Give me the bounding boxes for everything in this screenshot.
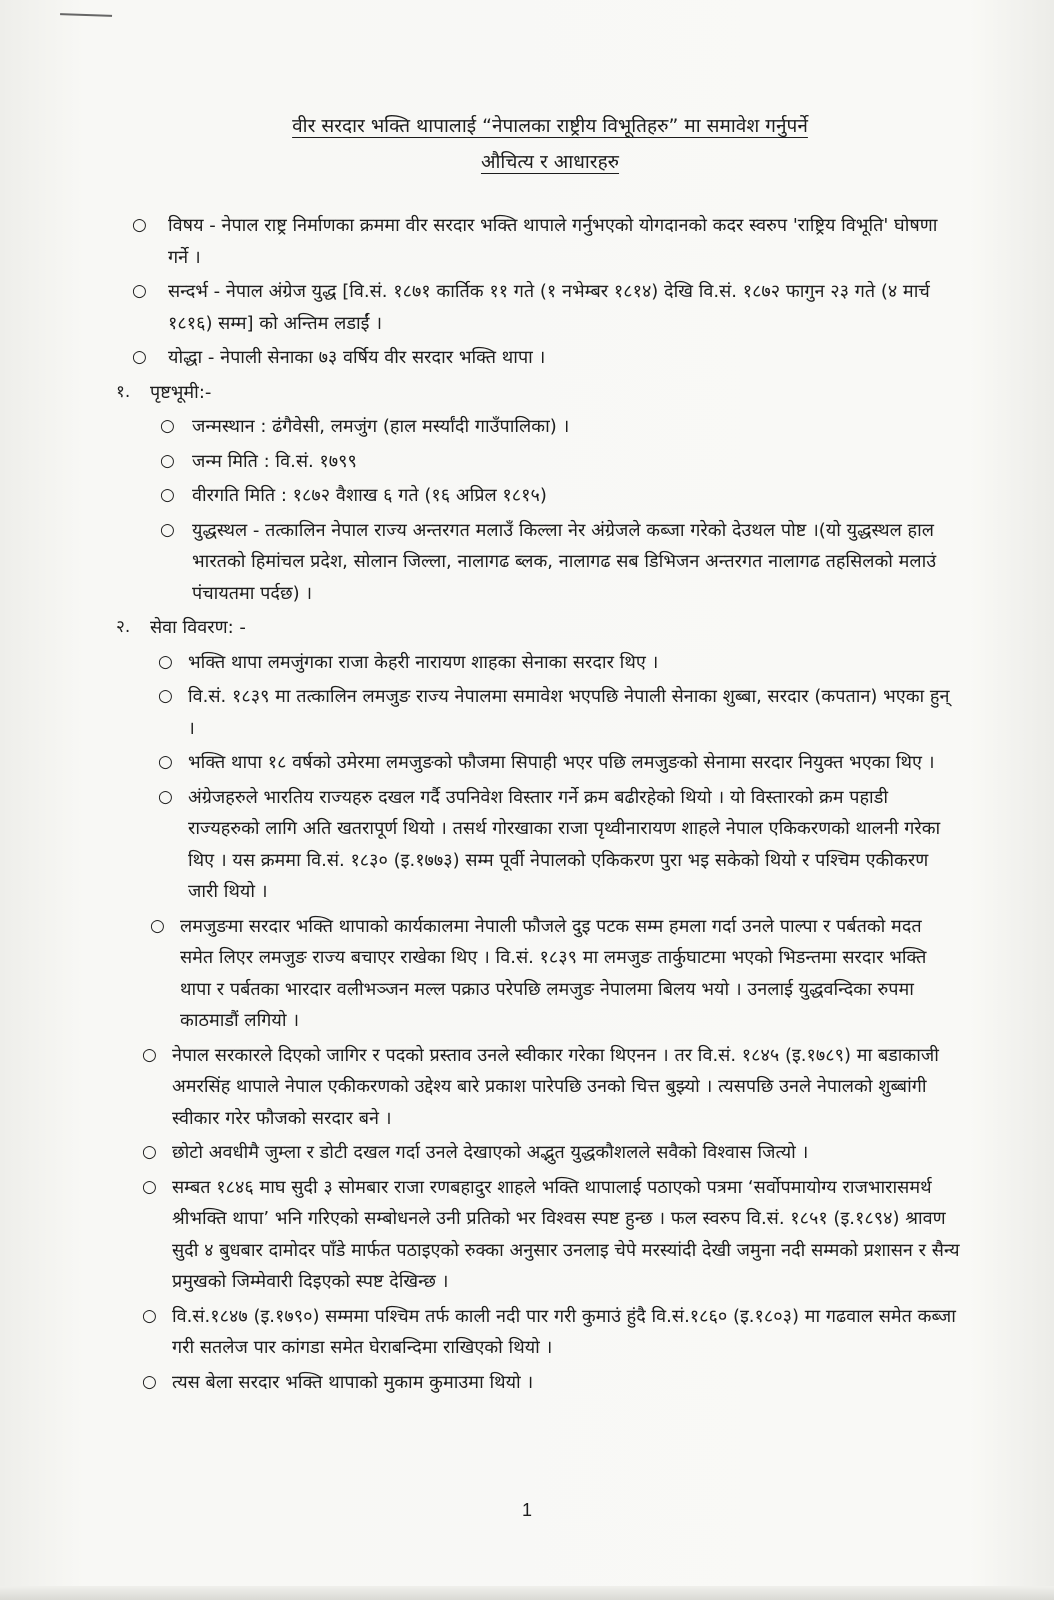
section-title: सेवा विवरण: - (150, 617, 246, 638)
pen-mark (60, 13, 112, 20)
bullet-circle-icon: ○ (160, 416, 175, 436)
bullet-circle-icon: ○ (158, 786, 173, 807)
list-item-text: सम्बत १८४६ माघ सुदी ३ सोमबार राजा रणबहादुर शाहले भक्ति थापालाई पठाएको पत्रमा ‘सर्वोपमायोग्य राजभारासमर्थ श्रीभक्ति थापा’ भनि गरिएको सम्बोधनले उनी प्रतिको भर विश्वस स्पष्ट हुन्छ । फल स्वरुप वि.सं. १८५१ (इ.१८९४) श्रावण सुदी ४ बुधबार दामोदर पाँडे मार्फत पठाइएको रुक्का अनुसार उनलाइ चेपे मरस्यांदी देखी जमुना नदी सम्मको प्रशासन र सैन्य प्रमुखको जिम्मेवारी दिइएको स्पष्ट देखिन्छ । (172, 1176, 960, 1292)
bullet-circle-icon: ○ (142, 1142, 157, 1162)
list-item-text: वि.सं.१८४७ (इ.१७९०) सम्ममा पश्चिम तर्फ काली नदी पार गरी कुमाउं हुंदै वि.सं.१८६० (इ.१८०३) मा गढवाल समेत कब्जा गरी सतलेज पार कांगडा समेत घेराबन्दिमा राखिएको थियो । (172, 1305, 956, 1358)
bullet-circle-icon: ○ (150, 915, 165, 936)
bullet-circle-icon: ○ (160, 450, 175, 471)
list-item-text: नेपाल सरकारले दिएको जागिर र पदको प्रस्ताव उनले स्वीकार गरेका थिएनन । तर वि.सं. १८४५ (इ.१७८९) मा बडाकाजी अमरसिंह थापाले नेपाल एकीकरणको उद्देश्य बारे प्रकाश पारेपछि उनको चित्त बुझ्यो । त्यसपछि उनले नेपालको शुब्बांगी स्वीकार गरेर फौजको सरदार बने । (172, 1044, 939, 1129)
list-item-text: जन्मस्थान : ढंगैवेसी, लमजुंग (हाल मर्स्यांदी गाउँपालिका) । (192, 416, 570, 437)
intro-subject: विषय - नेपाल राष्ट्र निर्माणका क्रममा वीर सरदार भक्ति थापाले गर्नुभएको योगदानको कदर स्वरुप 'राष्ट्रिय विभूति' घोषणा गर्ने । (168, 215, 938, 268)
section-number: १. (116, 381, 131, 402)
bullet-circle-icon: ○ (158, 686, 173, 706)
list-item (110, 782, 960, 908)
list-item (110, 210, 960, 273)
bullet-circle-icon: ○ (142, 1176, 157, 1197)
list-item-text: छोटो अवधीमै जुम्ला र डोटी दखल गर्दा उनले देखाएको अद्भुत युद्धकौशलले सवैको विश्वास जित्यो । (172, 1142, 809, 1163)
list-item-text: त्यस बेला सरदार भक्ति थापाको मुकाम कुमाउमा थियो । (172, 1371, 534, 1393)
list-item (110, 276, 960, 339)
section-number: २. (116, 617, 131, 637)
list-item-text: जन्म मिति : वि.सं. १७९९ (192, 450, 357, 472)
document-title (140, 108, 960, 180)
list-item (110, 1367, 960, 1399)
list-item (110, 681, 960, 744)
page-number: 1 (521, 1500, 532, 1520)
bullet-circle-icon: ○ (132, 347, 147, 367)
list-item (110, 1301, 960, 1364)
list-item-text: लमजुङमा सरदार भक्ति थापाको कार्यकालमा नेपाली फौजले दुइ पटक सम्म हमला गर्दा उनले पाल्पा र पर्बतको मदत समेत लिएर लमजुङ राज्य बचाएर राखेका थिए । वि.सं. १८३९ मा लमजुङ तार्कुघाटमा भएको भिडन्तमा सरदार भक्ति थापा र पर्बतका भारदार वलीभञ्जन मल्ल पक्राउ परेपछि लमजुङ नेपालमा बिलय भयो । उनलाई युद्धवन्दिका रुपमा काठमाडौं लगियो । (180, 915, 927, 1031)
bullet-circle-icon: ○ (160, 485, 175, 505)
list-item-text: भक्ति थापा लमजुंगका राजा केहरी नारायण शाहका सेनाका सरदार थिए । (188, 651, 659, 673)
list-item-text: वीरगति मिति : १८७२ वैशाख ६ गते (१६ अप्रिल १८१५) (192, 485, 547, 506)
list-item (110, 1137, 960, 1169)
bullet-circle-icon: ○ (132, 281, 147, 301)
bullet-circle-icon: ○ (132, 215, 147, 235)
list-item-text: अंग्रेजहरुले भारतिय राज्यहरु दखल गर्दै उपनिवेश विस्तार गर्ने क्रम बढीरहेको थियो । यो विस्तारको क्रम पहाडी राज्यहरुको लागि अति खतरापूर्ण थियो । तसर्थ गोरखाका राजा पृथ्वीनारायण शाहले नेपाल एकिकरणको थालनी गरेका थिए । यस क्रममा वि.सं. १८३० (इ.१७७३) सम्म पूर्वी नेपालको एकिकरण पुरा भइ सकेको थियो र पश्चिम एकीकरण जारी थियो । (188, 786, 941, 902)
list-item (110, 515, 960, 610)
list-item (110, 1172, 960, 1298)
section-title: पृष्टभूमी:- (150, 381, 212, 403)
title-line-1: वीर सरदार भक्ति थापालाई “नेपालका राष्ट्रीय विभूतिहरु” मा समावेश गर्नुपर्ने (292, 115, 808, 137)
list-item-text: वि.सं. १८३९ मा तत्कालिन लमजुङ राज्य नेपालमा समावेश भएपछि नेपाली सेनाका शुब्बा, सरदार (कपतान) भएका हुन् । (188, 686, 950, 739)
list-item (110, 446, 960, 478)
list-item (110, 647, 960, 679)
list-item-text: युद्धस्थल - तत्कालिन नेपाल राज्य अन्तरगत मलाउँ किल्ला नेर अंग्रेजले कब्जा गरेको देउथल पोष्ट ।(यो युद्धस्थल हाल भारतको हिमांचल प्रदेश, सोलान जिल्ला, नालागढ ब्लक, नालागढ सब डिभिजन अन्तरगत नालागढ तहसिलको मलाउं पंचायतमा पर्दछ) । (192, 519, 937, 604)
document-body (110, 210, 960, 1401)
bullet-circle-icon: ○ (158, 752, 173, 772)
bullet-circle-icon: ○ (142, 1305, 157, 1326)
list-item (110, 480, 960, 512)
section-heading (110, 377, 960, 409)
page-bottom-edge (0, 1586, 1054, 1600)
list-item (110, 1040, 960, 1135)
intro-context: सन्दर्भ - नेपाल अंग्रेज युद्ध [वि.सं. १८७१ कार्तिक ११ गते (१ नभेम्बर १८१४) देखि वि.सं. १८७२ फागुन २३ गते (४ मार्च १८१६) सम्म] को अन्तिम लडाईं । (168, 281, 930, 334)
list-item (110, 342, 960, 374)
list-item (110, 411, 960, 443)
section-heading (110, 612, 960, 644)
title-line-2: औचित्य र आधारहरु (480, 151, 620, 173)
bullet-circle-icon: ○ (142, 1044, 157, 1065)
list-item (110, 911, 960, 1037)
bullet-circle-icon: ○ (142, 1371, 157, 1392)
bullet-circle-icon: ○ (160, 519, 175, 540)
bullet-circle-icon: ○ (158, 651, 173, 672)
list-item (110, 747, 960, 779)
list-item-text: भक्ति थापा १८ वर्षको उमेरमा लमजुङको फौजमा सिपाही भएर पछि लमजुङको सेनामा सरदार नियुक्त भएका थिए । (188, 752, 935, 773)
intro-warrior: योद्धा - नेपाली सेनाका ७३ वर्षिय वीर सरदार भक्ति थापा । (168, 347, 546, 368)
